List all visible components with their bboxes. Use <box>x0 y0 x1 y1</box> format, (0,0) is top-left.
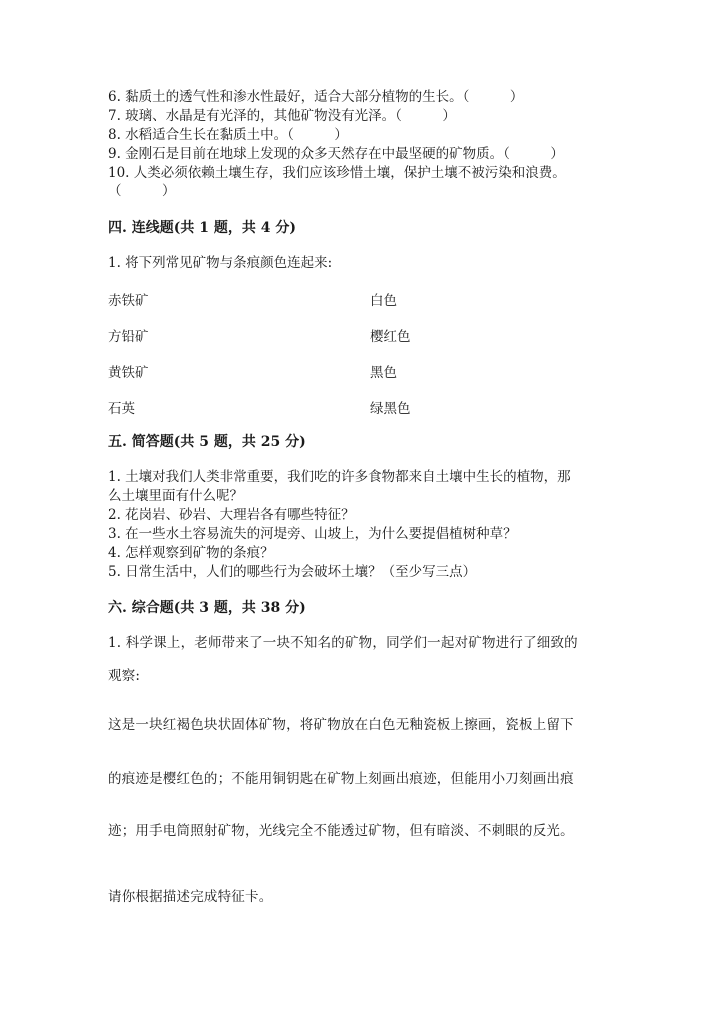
short-answer-2: 2. 花岗岩、砂岩、大理岩各有哪些特征？ <box>108 507 355 523</box>
short-answer-5: 5. 日常生活中，人们的哪些行为会破坏土壤？（至少写三点） <box>108 564 477 580</box>
match-right-1: 白色 <box>370 293 397 309</box>
short-answer-1: 1. 土壤对我们人类非常重要，我们吃的许多食物都来自土壤中生长的植物，那 <box>108 469 571 485</box>
judgment-item-7: 7. 玻璃、水晶是有光泽的，其他矿物没有光泽。（ ） <box>108 108 456 124</box>
comprehensive-q1-line-5: 迹；用手电筒照射矿物，光线完全不能透过矿物，但有暗淡、不刺眼的反光。 <box>108 823 574 839</box>
match-left-1: 赤铁矿 <box>108 293 149 309</box>
short-answer-4: 4. 怎样观察到矿物的条痕？ <box>108 545 274 561</box>
match-right-2: 樱红色 <box>370 329 411 345</box>
judgment-item-9: 9. 金刚石是目前在地球上发现的众多天然存在中最坚硬的矿物质。（ ） <box>108 146 564 162</box>
comprehensive-q1-line-3: 这是一块红褐色块状固体矿物，将矿物放在白色无釉瓷板上擦画，瓷板上留下 <box>108 717 574 733</box>
short-answer-1-cont: 么土壤里面有什么呢？ <box>108 488 243 504</box>
judgment-item-8: 8. 水稻适合生长在黏质土中。（ ） <box>108 127 348 143</box>
comprehensive-q1-line-1: 1. 科学课上，老师带来了一块不知名的矿物，同学们一起对矿物进行了细致的 <box>108 635 578 651</box>
section-6-title: 六. 综合题(共 3 题，共 38 分) <box>108 600 306 616</box>
section-4-title: 四. 连线题(共 1 题，共 4 分) <box>108 220 296 236</box>
judgment-item-10-answer: （ ） <box>108 183 176 199</box>
short-answer-3: 3. 在一些水土容易流失的河堤旁、山坡上，为什么要提倡植树种草？ <box>108 526 517 542</box>
section-5-title: 五. 简答题(共 5 题，共 25 分) <box>108 434 306 450</box>
comprehensive-q1-line-4: 的痕迹是樱红色的；不能用铜钥匙在矿物上刻画出痕迹，但能用小刀刻画出痕 <box>108 771 574 787</box>
comprehensive-q1-instruction: 请你根据描述完成特征卡。 <box>108 889 273 905</box>
match-left-2: 方铅矿 <box>108 329 149 345</box>
match-right-4: 绿黑色 <box>370 401 411 417</box>
match-left-4: 石英 <box>108 401 135 417</box>
judgment-item-6: 6. 黏质土的透气性和渗水性最好，适合大部分植物的生长。（ ） <box>108 89 524 105</box>
judgment-item-10: 10. 人类必须依赖土壤生存，我们应该珍惜土壤，保护土壤不被污染和浪费。 <box>108 165 566 181</box>
match-left-3: 黄铁矿 <box>108 365 149 381</box>
section-4-question: 1. 将下列常见矿物与条痕颜色连起来: <box>108 255 333 271</box>
match-right-3: 黑色 <box>370 365 397 381</box>
comprehensive-q1-line-2: 观察: <box>108 668 141 684</box>
